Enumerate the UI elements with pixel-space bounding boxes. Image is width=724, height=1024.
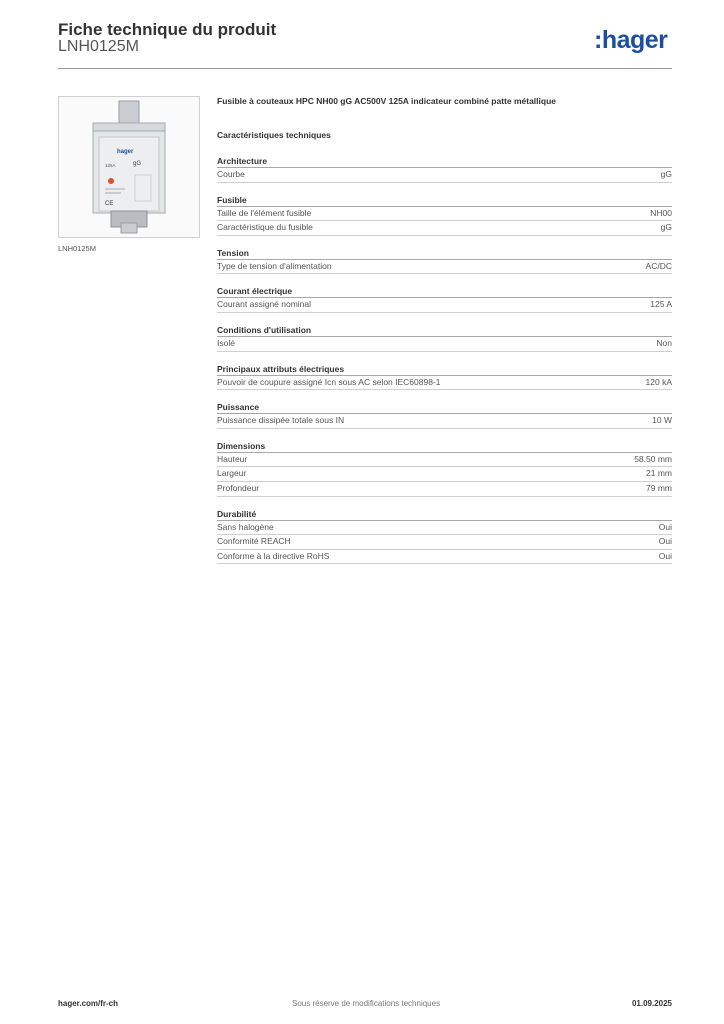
spec-row (217, 337, 672, 352)
image-caption: LNH0125M (58, 244, 96, 253)
spec-label: Caractéristique du fusible (217, 222, 313, 233)
spec-row (217, 521, 672, 536)
header-divider (58, 68, 672, 69)
spec-row (217, 482, 672, 497)
spec-label: Puissance dissipée totale sous IN (217, 415, 345, 426)
spec-label: Type de tension d'alimentation (217, 260, 332, 271)
spec-label: Largeur (217, 468, 247, 479)
spec-row (217, 376, 672, 391)
spec-row (217, 453, 672, 468)
spec-row (217, 550, 672, 565)
section-title: Architecture (217, 155, 672, 168)
spec-section (217, 324, 672, 352)
section-title: Fusible (217, 194, 672, 207)
footer-notice: Sous réserve de modifications techniques (292, 999, 441, 1008)
spec-value: NH00 (650, 207, 672, 218)
spec-row (217, 298, 672, 313)
spec-section (217, 508, 672, 565)
label-type: gG (133, 161, 142, 167)
footer-date: 01.09.2025 (631, 999, 672, 1008)
section-title: Principaux attributs électriques (217, 363, 672, 376)
spec-value: 79 mm (646, 482, 672, 493)
label-current: 125A (105, 163, 116, 168)
spec-row (217, 260, 672, 275)
spec-value: Oui (658, 521, 672, 532)
spec-label: Courbe (217, 169, 245, 179)
spec-section (217, 363, 672, 391)
spec-label: Sans halogène (217, 521, 274, 532)
spec-value: Non (656, 337, 672, 348)
product-image (58, 96, 200, 238)
spec-section (217, 247, 672, 275)
spec-sections (217, 155, 672, 564)
spec-value: 58.50 mm (634, 453, 672, 464)
spec-value: Oui (658, 550, 672, 561)
spec-label: Isolé (217, 337, 235, 348)
spec-label: Courant assigné nominal (217, 299, 312, 310)
spec-content (217, 96, 672, 564)
section-title: Courant électrique (217, 285, 672, 298)
spec-row (217, 467, 672, 482)
spec-label: Pouvoir de coupure assigné Icn sous AC selon IEC60898-1 (217, 376, 441, 387)
spec-value: 120 kA (645, 376, 672, 387)
label-ce: CE (105, 201, 114, 207)
section-title: Conditions d'utilisation (217, 324, 672, 337)
spec-value: AC/DC (645, 260, 672, 271)
label-brand: hager (117, 149, 134, 155)
section-title: Tension (217, 247, 672, 260)
spec-value: 21 mm (646, 468, 672, 479)
spec-label: Conforme à la directive RoHS (217, 550, 330, 561)
spec-value: gG (660, 169, 672, 179)
hager-logo: :hager (594, 26, 668, 54)
spec-value: 125 A (650, 299, 672, 310)
page-title: Fiche technique du produit (58, 20, 277, 39)
spec-row (217, 535, 672, 550)
spec-value: Oui (658, 536, 672, 547)
product-reference: LNH0125M (58, 38, 139, 55)
section-title: Dimensions (217, 440, 672, 453)
spec-section (217, 194, 672, 236)
spec-label: Hauteur (217, 453, 248, 464)
product-description: Fusible à couteaux HPC NH00 gG AC500V 125A indicateur combiné patte métallique (217, 96, 556, 106)
footer-website[interactable]: hager.com/fr-ch (58, 999, 119, 1008)
tech-heading: Caractéristiques techniques (217, 130, 331, 140)
spec-section (217, 401, 672, 429)
section-title: Puissance (217, 401, 672, 414)
spec-value: 10 W (652, 415, 672, 426)
spec-row (217, 168, 672, 183)
spec-label: Profondeur (217, 482, 260, 493)
spec-section (217, 285, 672, 313)
spec-section (217, 155, 672, 183)
spec-value: gG (660, 222, 672, 233)
spec-row (217, 221, 672, 236)
spec-row (217, 414, 672, 429)
spec-section (217, 440, 672, 497)
spec-row (217, 207, 672, 222)
section-title: Durabilité (217, 508, 672, 521)
spec-label: Conformité REACH (217, 536, 291, 547)
spec-label: Taille de l'élément fusible (217, 207, 312, 218)
